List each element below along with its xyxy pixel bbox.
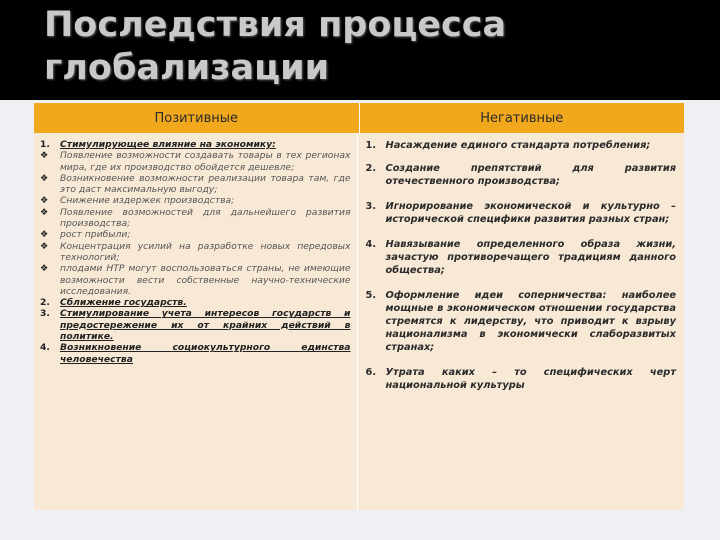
list-marker: 1. — [40, 139, 50, 150]
list-marker: 2. — [365, 163, 377, 174]
negative-item — [366, 200, 677, 226]
list-marker: 3. — [365, 201, 377, 212]
list-marker: 4. — [365, 239, 377, 250]
positive-item — [40, 195, 351, 206]
list-marker: 3. — [40, 308, 50, 320]
positive-item — [40, 139, 351, 150]
list-text: Возникновение возможности реализации товара там, где это даст максимальную выгоду; — [60, 172, 351, 196]
list-text: Оформление идеи соперничества: наиболее мощные в экономическом отношении государства стремятся к лидерству, что приводит к взрыву национализма в экономически слаборазвитых странах; — [385, 290, 676, 353]
table-body — [34, 133, 684, 510]
positive-item — [40, 297, 351, 308]
list-marker: ❖ — [40, 172, 49, 184]
list-text: Появление возможности создавать товары в тех регионах мира, где их производство обойдется дешевле; — [60, 150, 351, 173]
positive-item — [40, 263, 351, 297]
positive-item — [40, 229, 351, 240]
list-text: Стимулирование учета интересов государств и предостережение их от крайних действий в политике. — [60, 308, 351, 343]
list-marker: ❖ — [40, 229, 49, 241]
positive-item — [40, 207, 351, 230]
slide-title: Последствия процесса глобализации — [44, 5, 507, 88]
list-text: Утрата каких – то специфических черт национальной культуры — [385, 367, 676, 391]
list-text: плодами НТР могут воспользоваться страны, не имеющие возможности вести собственные научно-технические исследования. — [60, 263, 351, 297]
list-marker: 6. — [365, 367, 377, 378]
negative-item — [366, 238, 677, 277]
negative-item — [366, 139, 677, 152]
list-text: Концентрация усилий на разработке новых передовых технологий; — [60, 240, 351, 263]
positive-item — [40, 308, 351, 342]
positive-item — [40, 241, 351, 264]
list-text: Сближение государств. — [60, 297, 187, 309]
list-text: Создание препятствий для развития отечественного производства; — [385, 163, 676, 187]
list-marker: ❖ — [40, 206, 49, 218]
negative-item — [366, 366, 677, 392]
positive-item — [40, 173, 351, 196]
list-text: рост прибыли; — [60, 229, 131, 241]
title-bar — [0, 0, 720, 100]
list-text: Появление возможностей для дальнейшего развития производства; — [60, 206, 351, 230]
positive-column — [34, 133, 358, 510]
negative-item — [366, 289, 677, 354]
list-marker: 1. — [365, 140, 377, 151]
negative-item — [366, 162, 677, 188]
list-text: Возникновение социокультурного единства человечества — [60, 342, 351, 365]
list-marker: ❖ — [40, 195, 49, 207]
list-marker: 2. — [40, 297, 50, 309]
list-marker: 5. — [365, 290, 377, 301]
list-text: Навязывание определенного образа жизни, зачастую противоречащего традициям данного общества; — [385, 239, 676, 276]
list-text: Стимулирующее влияние на экономику: — [60, 139, 276, 150]
positive-item — [40, 342, 351, 365]
header-positive: Позитивные — [34, 103, 360, 133]
list-text: Игнорирование экономической и культурно – исторической специфики развития разных стран; — [385, 201, 676, 225]
header-negative: Негативные — [480, 110, 564, 126]
list-text: Снижение издержек производства; — [60, 195, 235, 207]
negative-column — [358, 133, 685, 510]
table-header — [34, 103, 684, 133]
positive-item — [40, 150, 351, 173]
list-marker: ❖ — [40, 150, 49, 162]
list-text: Насаждение единого стандарта потребления; — [385, 140, 651, 151]
list-marker: ❖ — [40, 240, 49, 252]
comparison-table — [34, 103, 684, 510]
list-marker: ❖ — [40, 263, 49, 275]
list-marker: 4. — [40, 342, 50, 354]
